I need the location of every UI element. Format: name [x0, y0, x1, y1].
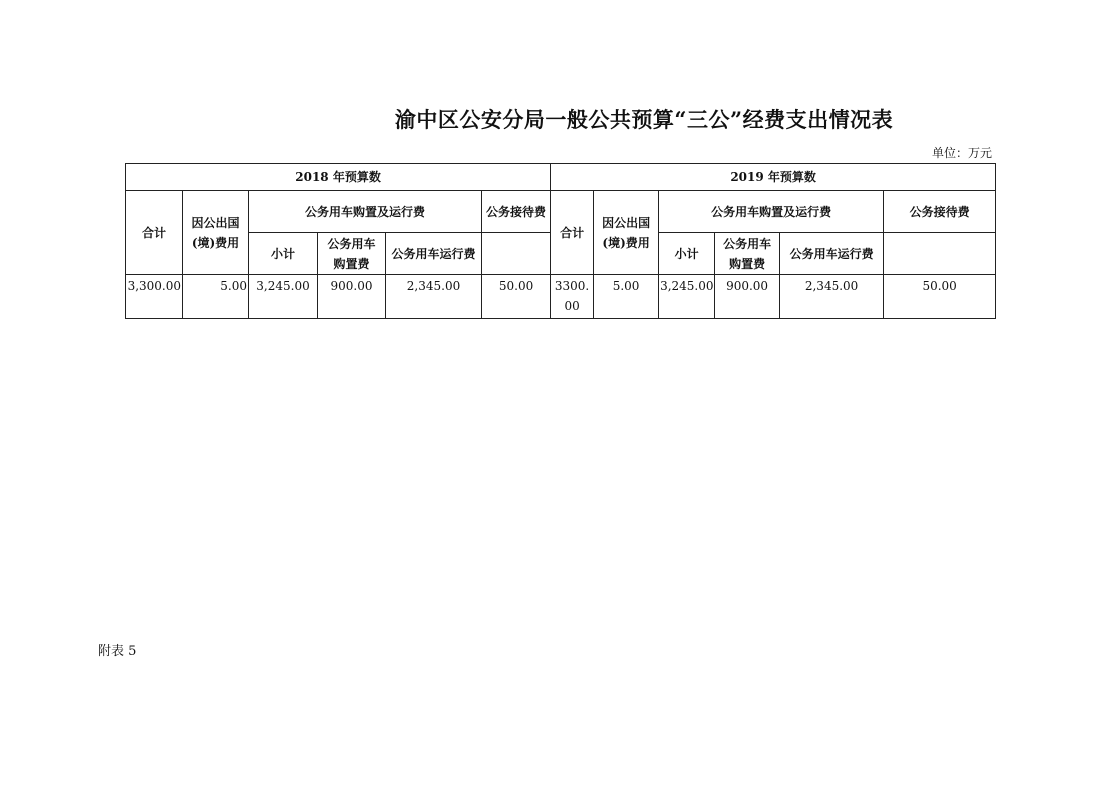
header-2019-vehicle-operation: 公务用车运行费 — [780, 233, 884, 275]
header-2018-reception: 公务接待费 — [482, 191, 551, 233]
cell-2019-operation: 2,345.00 — [780, 275, 884, 319]
table-row — [126, 275, 996, 319]
header-2018-abroad-line2: (境)费用 — [191, 235, 240, 250]
header-2019-abroad — [594, 191, 659, 275]
header-2018-vehicle-group: 公务用车购置及运行费 — [249, 191, 482, 233]
header-2019-total: 合计 — [551, 191, 594, 275]
budget-table — [125, 163, 996, 319]
page-title: 渝中区公安分局一般公共预算“三公”经费支出情况表 — [394, 107, 894, 132]
header-2019-reception-blank — [884, 233, 996, 275]
header-2019-abroad-line2: (境)费用 — [602, 235, 650, 250]
cell-2019-reception: 50.00 — [884, 275, 996, 319]
cell-2019-subtotal: 3,245.00 — [659, 275, 715, 319]
cell-2018-total: 3,300.00 — [126, 275, 183, 319]
header-2018-vehicle-purchase-line2: 购置费 — [333, 256, 370, 271]
cell-2018-reception: 50.00 — [482, 275, 551, 319]
appendix-label: 附表 5 — [98, 644, 137, 659]
cell-2018-abroad: 5.00 — [183, 275, 249, 319]
header-2018-abroad-line1: 因公出国 — [191, 215, 240, 230]
header-2019-reception: 公务接待费 — [884, 191, 996, 233]
header-2018-budget: 2018 年预算数 — [126, 164, 551, 191]
header-2019-vehicle-purchase — [715, 233, 780, 275]
header-2019-vehicle-group: 公务用车购置及运行费 — [659, 191, 884, 233]
cell-2019-purchase: 900.00 — [715, 275, 780, 319]
cell-2018-subtotal: 3,245.00 — [249, 275, 318, 319]
header-2019-abroad-line1: 因公出国 — [602, 215, 651, 230]
header-2018-vehicle-operation: 公务用车运行费 — [386, 233, 482, 275]
cell-2018-operation: 2,345.00 — [386, 275, 482, 319]
header-2018-reception-blank — [482, 233, 551, 275]
header-2019-subtotal: 小计 — [659, 233, 715, 275]
header-2019-vehicle-purchase-line2: 购置费 — [729, 256, 766, 271]
unit-label: 单位：万元 — [931, 146, 992, 160]
year-header-row — [126, 164, 996, 191]
cell-2019-total: 3300.00 — [551, 275, 594, 319]
header-2018-vehicle-purchase-line1: 公务用车 — [327, 236, 376, 251]
header-2019-vehicle-purchase-line1: 公务用车 — [723, 236, 772, 251]
header-2018-total: 合计 — [126, 191, 183, 275]
header-2018-subtotal: 小计 — [249, 233, 318, 275]
cell-2019-abroad: 5.00 — [594, 275, 659, 319]
header-2018-vehicle-purchase — [318, 233, 386, 275]
header-2018-abroad — [183, 191, 249, 275]
header-2019-budget: 2019 年预算数 — [551, 164, 996, 191]
cell-2018-purchase: 900.00 — [318, 275, 386, 319]
category-header-row — [126, 191, 996, 233]
